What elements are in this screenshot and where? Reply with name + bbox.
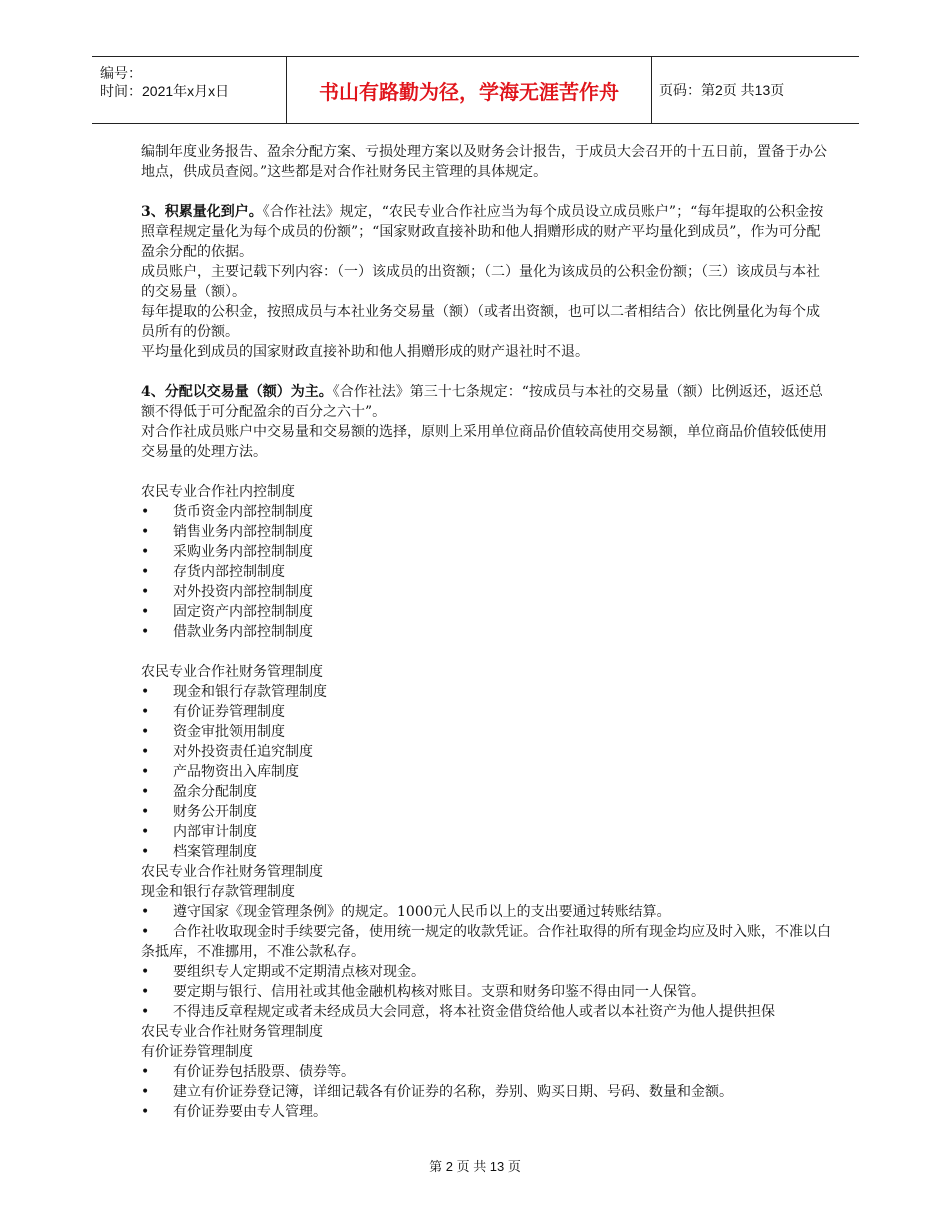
bullet-icon: • [141,804,150,820]
section-3 [141,202,831,262]
section-heading: 3、积累量化到户。 [141,204,263,220]
list-item-text: 要定期与银行、信用社或其他金融机构核对账目。支票和财务印鉴不得由同一人保管。 [173,984,705,1000]
bullet-icon: • [141,824,150,840]
section-4 [141,382,831,422]
list-item-text: 销售业务内部控制制度 [173,524,313,540]
bullet-icon: • [141,744,150,760]
list-item-text: 建立有价证券登记簿，详细记载各有价证券的名称，券别、购买日期、号码、数量和金额。 [173,1084,733,1100]
list-item [141,782,831,802]
list-item [141,682,831,702]
list-item-text: 现金和银行存款管理制度 [173,684,327,700]
bullet-icon: • [141,584,150,600]
list-item-text: 资金审批领用制度 [173,724,285,740]
list-item [141,922,831,962]
list-item [141,1082,831,1102]
internal-control-list [141,502,831,642]
list-item-text: 对外投资责任追究制度 [173,744,313,760]
list-item-text: 遵守国家《现金管理条例》的规定。1000元人民币以上的支出要通过转账结算。 [173,904,671,920]
list-item [141,842,831,862]
list-item [141,542,831,562]
list-item-text: 财务公开制度 [173,804,257,820]
list-item-text: 不得违反章程规定或者未经成员大会同意，将本社资金借贷给他人或者以本社资产为他人提供担保 [173,1004,775,1020]
bullet-icon: • [141,1104,150,1120]
bullet-icon: • [141,684,150,700]
list-title: 农民专业合作社内控制度 [141,484,295,500]
list-item-text: 盈余分配制度 [173,784,257,800]
page-header [92,56,859,124]
bullet-icon: • [141,904,150,920]
list-item [141,962,831,982]
bullet-icon: • [141,724,150,740]
paragraph: 对合作社成员账户中交易量和交易额的选择，原则上采用单位商品价值较高使用交易额，单位商品价值较低使用交易量的处理方法。 [141,424,827,460]
section-text: 《合作社法》规定，“农民专业合作社应当为每个成员设立成员账户”；“每年提取的公积金按照章程规定量化为每个成员的份额”；“国家财政直接补助和他人捐赠形成的财产平均量化到成员”，作为可分配盈余分配的依据。 [141,204,824,260]
list-item-text: 要组织专人定期或不定期清点核对现金。 [173,964,425,980]
list-subtitle: 现金和银行存款管理制度 [141,884,295,900]
bullet-icon: • [141,964,150,980]
bullet-icon: • [141,564,150,580]
list-item [141,702,831,722]
section-text: 《合作社法》第三十七条规定：“按成员与本社的交易量（额）比例返还，返还总额不得低于可分配盈余的百分之六十”。 [141,384,823,420]
header-meta [92,57,287,123]
document-body [141,142,831,1122]
list-item [141,822,831,842]
list-item [141,762,831,782]
list-item [141,1062,831,1082]
list-item-text: 固定资产内部控制制度 [173,604,313,620]
bullet-icon: • [141,1084,150,1100]
list-item-text: 档案管理制度 [173,844,257,860]
bullet-icon: • [141,1004,150,1020]
bullet-icon: • [141,624,150,640]
list-item [141,1002,831,1022]
securities-management-list [141,1062,831,1122]
doc-number-label: 编号： [100,65,142,81]
list-title: 农民专业合作社财务管理制度 [141,664,323,680]
list-item-text: 有价证券要由专人管理。 [173,1104,327,1120]
list-item-text: 产品物资出入库制度 [173,764,299,780]
bullet-icon: • [141,764,150,780]
list-item-text: 存货内部控制制度 [173,564,285,580]
list-item [141,522,831,542]
cash-management-list [141,902,831,1022]
bullet-icon: • [141,604,150,620]
list-item [141,722,831,742]
paragraph: 成员账户，主要记载下列内容：（一）该成员的出资额；（二）量化为该成员的公积金份额；（三）该成员与本社的交易量（额）。 [141,264,820,300]
list-item [141,742,831,762]
page-footer: 第 2 页 共 13 页 [429,1159,521,1174]
list-item [141,1102,831,1122]
list-item [141,582,831,602]
bullet-icon: • [141,524,150,540]
list-title: 农民专业合作社财务管理制度 [141,1024,323,1040]
list-item [141,502,831,522]
list-title: 农民专业合作社财务管理制度 [141,864,323,880]
bullet-icon: • [141,984,150,1000]
paragraph: 编制年度业务报告、盈余分配方案、亏损处理方案以及财务会计报告，于成员大会召开的十五日前，置备于办公地点，供成员查阅。”这些都是对合作社财务民主管理的具体规定。 [141,144,827,180]
bullet-icon: • [141,844,150,860]
bullet-icon: • [141,704,150,720]
doc-time-label: 时间：2021年x月x日 [100,83,230,99]
list-item [141,562,831,582]
paragraph: 每年提取的公积金，按照成员与本社业务交易量（额）（或者出资额，也可以二者相结合）依比例量化为每个成员所有的份额。 [141,304,820,340]
list-subtitle: 有价证券管理制度 [141,1044,253,1060]
list-item-text: 有价证券包括股票、债券等。 [173,1064,355,1080]
header-page-label: 页码：第2页 共13页 [659,82,785,98]
bullet-icon: • [141,504,150,520]
header-motto: 书山有路勤为径，学海无涯苦作舟 [287,57,652,123]
bullet-icon: • [141,544,150,560]
list-item [141,902,831,922]
list-item [141,802,831,822]
bullet-icon: • [141,784,150,800]
list-item [141,622,831,642]
list-item-text: 有价证券管理制度 [173,704,285,720]
list-item [141,602,831,622]
list-item-text: 内部审计制度 [173,824,257,840]
paragraph: 平均量化到成员的国家财政直接补助和他人捐赠形成的财产退社时不退。 [141,344,589,360]
list-item-text: 货币资金内部控制制度 [173,504,313,520]
list-item-text: 对外投资内部控制制度 [173,584,313,600]
bullet-icon: • [141,924,150,940]
list-item-text: 借款业务内部控制制度 [173,624,313,640]
list-item-text: 合作社收取现金时手续要完备，使用统一规定的收款凭证。合作社取得的所有现金均应及时入账，不准以白条抵库，不准挪用，不准公款私存。 [141,924,831,960]
list-item [141,982,831,1002]
finance-management-list [141,682,831,862]
bullet-icon: • [141,1064,150,1080]
section-heading: 4、分配以交易量（额）为主。 [141,384,333,400]
list-item-text: 采购业务内部控制制度 [173,544,313,560]
